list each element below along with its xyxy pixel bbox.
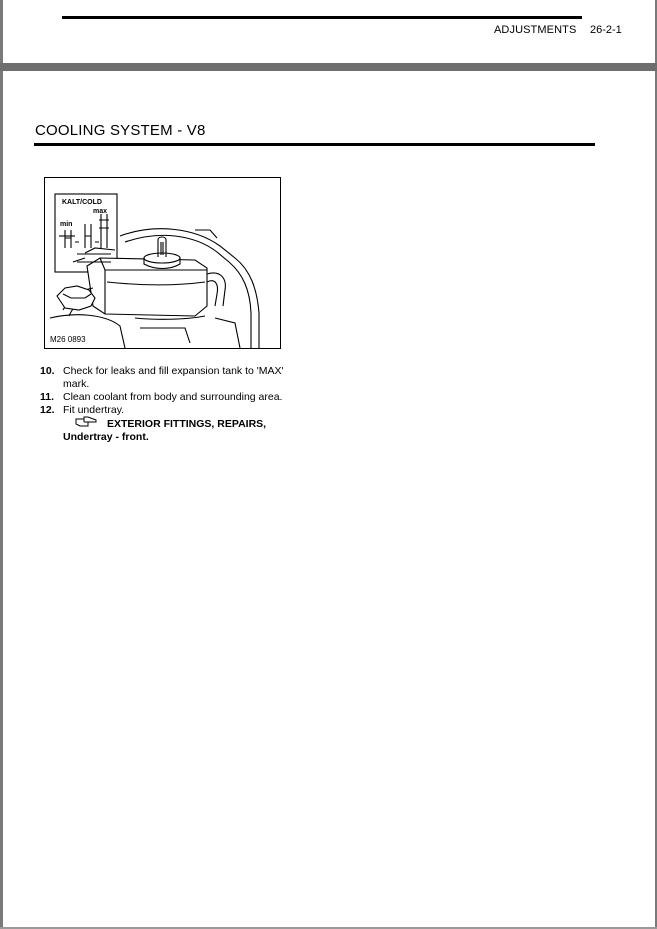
cross-reference-target: Undertray - front. bbox=[63, 431, 149, 443]
page-separator bbox=[0, 63, 657, 71]
coolant-tank-illustration bbox=[44, 177, 281, 349]
procedure-steps bbox=[40, 365, 300, 417]
step-item bbox=[40, 391, 300, 404]
inset-kalt-cold-label: KALT/COLD bbox=[62, 199, 102, 206]
page-edge-left bbox=[0, 0, 3, 929]
step-number: 11. bbox=[40, 391, 55, 403]
cross-reference-line-1 bbox=[63, 416, 303, 431]
step-text: Fit undertray. bbox=[63, 404, 125, 416]
page-title: COOLING SYSTEM - V8 bbox=[35, 122, 206, 139]
header-page-number: 26-2-1 bbox=[590, 24, 622, 36]
inset-min-label: min bbox=[60, 221, 73, 228]
figure-reference-number: M26 0893 bbox=[50, 335, 86, 344]
cross-reference[interactable] bbox=[63, 416, 303, 444]
step-number: 10. bbox=[40, 365, 55, 377]
inset-max-label: max bbox=[93, 208, 108, 215]
step-number: 12. bbox=[40, 404, 55, 416]
step-text: Check for leaks and fill expansion tank to 'MAX' mark. bbox=[63, 365, 284, 390]
title-rule bbox=[34, 143, 595, 146]
cross-reference-title: EXTERIOR FITTINGS, REPAIRS, bbox=[107, 418, 267, 430]
header-rule bbox=[62, 16, 582, 19]
step-item bbox=[40, 365, 300, 391]
header-section-label: ADJUSTMENTS bbox=[494, 24, 577, 36]
pointing-hand-icon bbox=[75, 416, 101, 431]
step-text: Clean coolant from body and surrounding area. bbox=[63, 391, 283, 403]
